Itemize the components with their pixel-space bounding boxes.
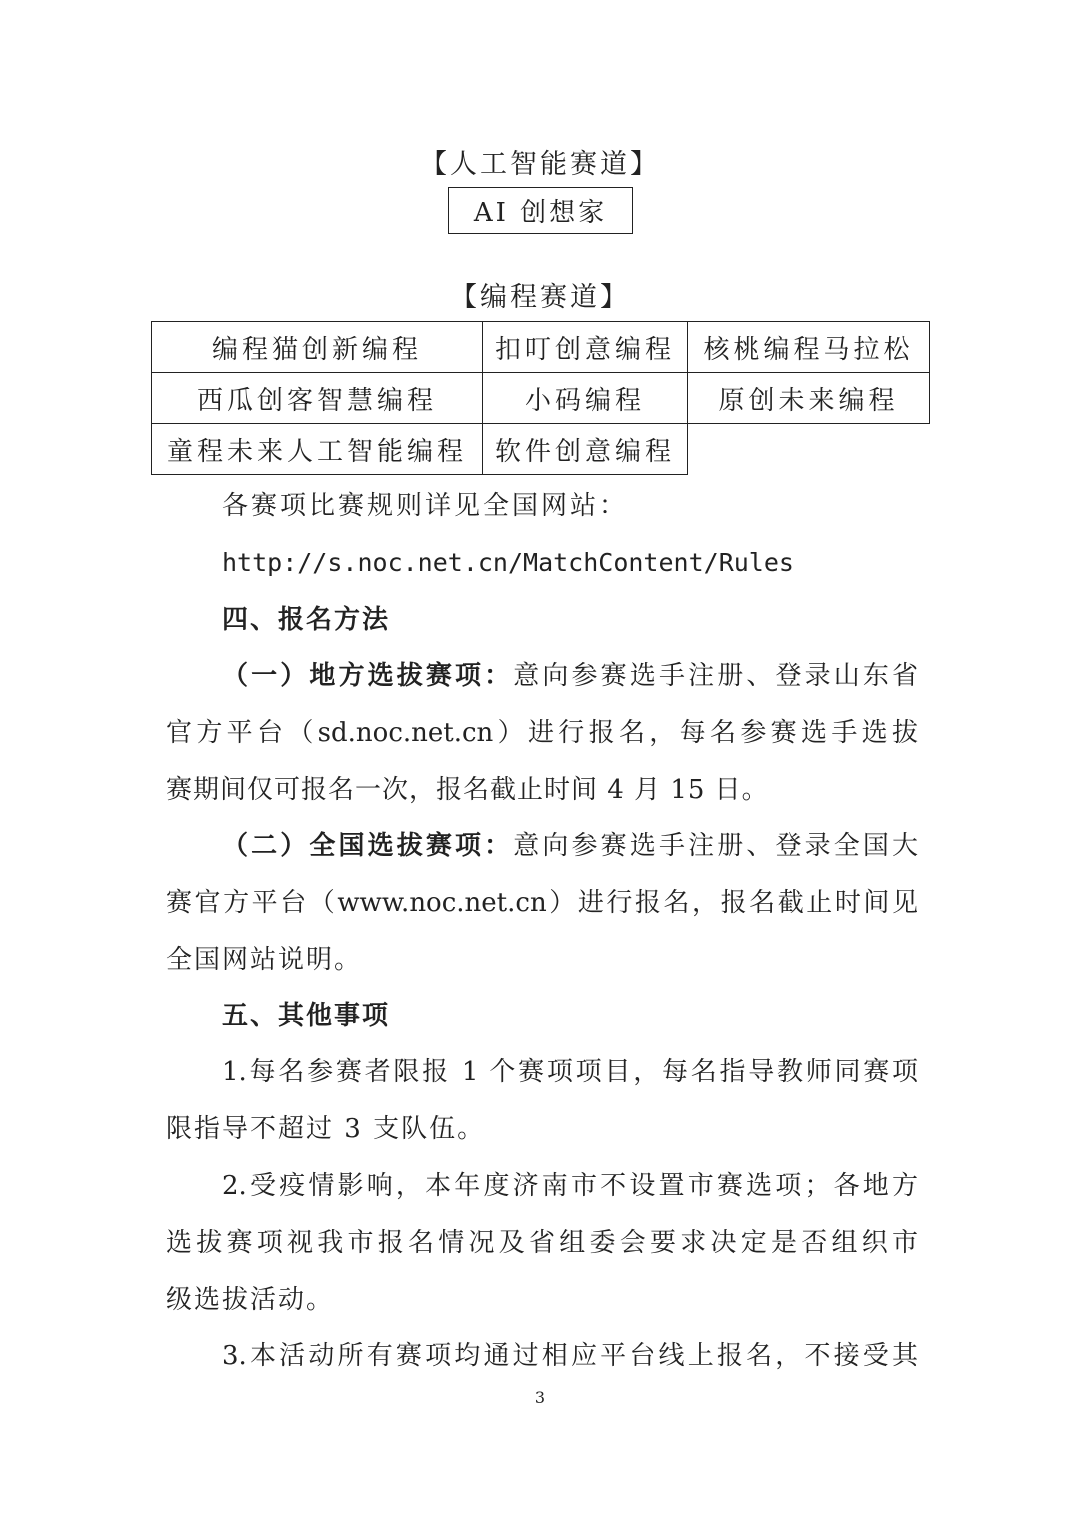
- ai-track-heading: 【人工智能赛道】: [420, 149, 660, 180]
- section-5-heading: 五、其他事项: [222, 1001, 391, 1031]
- paragraph-local-line-3: 赛期间仅可报名一次，报名截止时间 4 月 15 日。: [166, 775, 769, 805]
- national-selection-label: （二）全国选拔赛项：: [222, 831, 514, 861]
- paragraph-text: 意向参赛选手注册、登录山东省: [513, 661, 918, 691]
- rules-intro: 各赛项比赛规则详见全国网站：: [222, 491, 629, 521]
- table-cell: 扣叮创意编程: [483, 322, 688, 373]
- table-cell: 核桃编程马拉松: [688, 322, 930, 373]
- table-row: [152, 322, 930, 373]
- table-cell: 小码编程: [483, 373, 688, 424]
- rules-url: http://s.noc.net.cn/MatchContent/Rules: [222, 548, 794, 577]
- paragraph-national-line-3: 全国网站说明。: [166, 945, 363, 975]
- table-row: [152, 424, 930, 475]
- paragraph-national-line-2: 赛官方平台（www.noc.net.cn）进行报名，报名截止时间见: [166, 888, 918, 918]
- table-cell: 原创未来编程: [688, 373, 930, 424]
- section-4-heading: 四、报名方法: [222, 605, 391, 635]
- paragraph-national-line-1: [222, 829, 918, 863]
- programming-track-table: [151, 321, 930, 475]
- item-1-line-1: 1.每名参赛者限报 1 个赛项项目，每名指导教师同赛项: [222, 1057, 918, 1087]
- table-cell: 编程猫创新编程: [152, 322, 483, 373]
- ai-track-item: AI 创想家: [473, 198, 608, 228]
- paragraph-local-line-2: 官方平台（sd.noc.net.cn）进行报名，每名参赛选手选拔: [166, 718, 918, 748]
- table-cell: 软件创意编程: [483, 424, 688, 475]
- programming-track-heading: 【编程赛道】: [450, 282, 630, 313]
- item-2-line-3: 级选拔活动。: [166, 1285, 335, 1315]
- paragraph-text: 意向参赛选手注册、登录全国大: [513, 831, 918, 861]
- page-number: 3: [534, 1388, 546, 1407]
- table-row: [152, 373, 930, 424]
- item-2-line-2: 选拔赛项视我市报名情况及省组委会要求决定是否组织市: [166, 1228, 918, 1258]
- item-3-line-1: 3.本活动所有赛项均通过相应平台线上报名，不接受其: [222, 1341, 918, 1371]
- paragraph-local-line-1: [222, 659, 918, 693]
- table-cell: 童程未来人工智能编程: [152, 424, 483, 475]
- item-1-line-2: 限指导不超过 3 支队伍。: [166, 1114, 486, 1144]
- item-2-line-1: 2.受疫情影响，本年度济南市不设置市赛选项；各地方: [222, 1171, 918, 1201]
- table-cell: 西瓜创客智慧编程: [152, 373, 483, 424]
- table-cell-empty: [688, 424, 930, 475]
- ai-track-item-box: [448, 187, 633, 234]
- local-selection-label: （一）地方选拔赛项：: [222, 661, 514, 691]
